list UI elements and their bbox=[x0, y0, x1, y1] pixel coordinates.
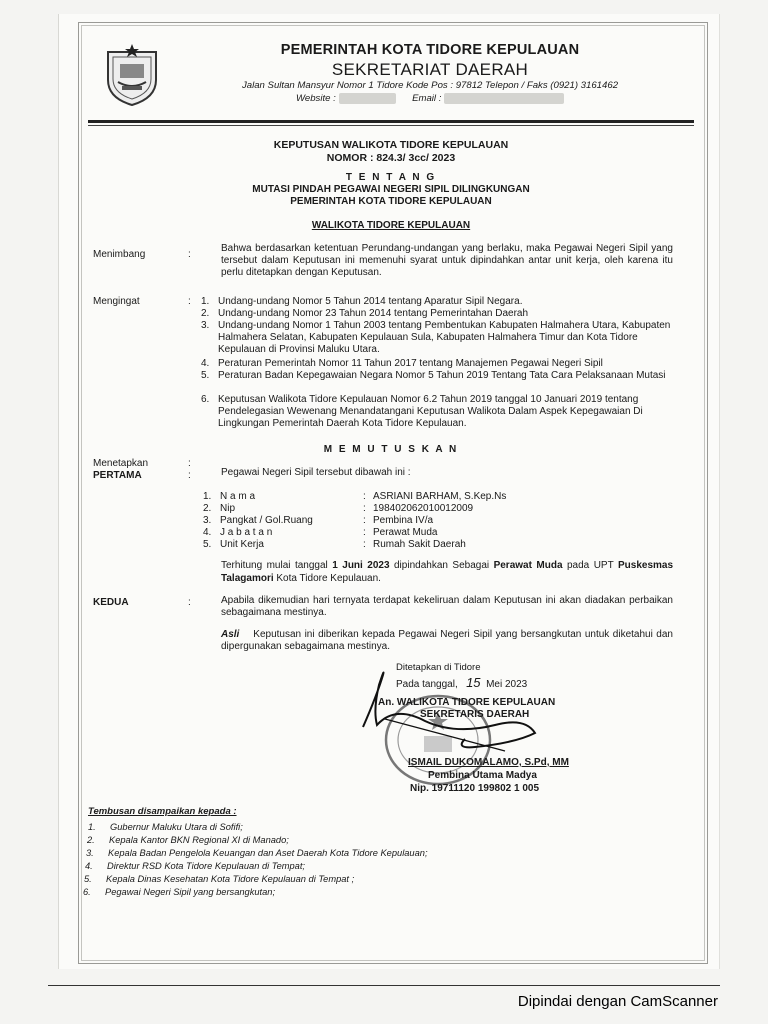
mengingat-no: 1. bbox=[201, 296, 210, 307]
tembusan-no: 3. bbox=[86, 848, 94, 858]
field-no: 1. bbox=[203, 491, 212, 502]
government-name: PEMERINTAH KOTA TIDORE KEPULAUAN bbox=[280, 42, 580, 58]
tembusan-text: Kepala Kantor BKN Regional XI di Manado; bbox=[109, 835, 289, 845]
field-key: Pangkat / Gol.Ruang bbox=[220, 515, 313, 526]
field-colon: : bbox=[363, 515, 366, 526]
tembusan-text: Pegawai Negeri Sipil yang bersangkutan; bbox=[105, 887, 276, 897]
field-key: N a m a bbox=[220, 491, 256, 502]
letterhead-rule-thin bbox=[88, 125, 694, 126]
subject-line-1: MUTASI PINDAH PEGAWAI NEGERI SIPIL DILINGKUNGAN bbox=[252, 184, 530, 195]
field-no: 4. bbox=[203, 527, 212, 538]
letterhead-contact bbox=[170, 93, 690, 104]
mengingat-item: Undang-undang Nomor 23 Tahun 2014 tentang Pemerintahan Daerah bbox=[218, 308, 529, 319]
tembusan-heading: Tembusan disampaikan kepada : bbox=[88, 806, 237, 817]
signature-date-rest: Mei 2023 bbox=[486, 679, 528, 690]
website-label: Website : bbox=[296, 93, 336, 104]
decree-title: KEPUTUSAN WALIKOTA TIDORE KEPULAUAN bbox=[273, 139, 509, 151]
field-value: 198402062010012009 bbox=[373, 503, 474, 514]
asli-label: Asli bbox=[221, 629, 240, 640]
field-value: Perawat Muda bbox=[373, 527, 438, 538]
effective-mid: dipindahkan Sebagai bbox=[394, 560, 490, 571]
menimbang-colon: : bbox=[188, 249, 191, 260]
tembusan-text: Kepala Dinas Kesehatan Kota Tidore Kepulauan di Tempat ; bbox=[106, 874, 355, 884]
pertama-colon: : bbox=[188, 470, 191, 481]
signature-date-day: 15 bbox=[466, 675, 481, 690]
signature-date bbox=[396, 675, 527, 690]
field-key: Unit Kerja bbox=[220, 539, 264, 550]
on-behalf-of: An. WALIKOTA TIDORE KEPULAUAN bbox=[378, 697, 556, 708]
signer-name: ISMAIL DUKOMALAMO, S.Pd, MM bbox=[408, 757, 569, 768]
mayor-heading: WALIKOTA TIDORE KEPULAUAN bbox=[311, 220, 471, 231]
mengingat-no: 4. bbox=[201, 358, 210, 369]
signer-rank: Pembina Utama Madya bbox=[428, 770, 537, 781]
pertama-label: PERTAMA bbox=[93, 470, 142, 481]
email-redacted bbox=[444, 93, 564, 104]
email-label: Email : bbox=[412, 93, 442, 104]
effective-statement bbox=[221, 559, 673, 585]
field-value: ASRIANI BARHAM, S.Kep.Ns bbox=[373, 491, 507, 502]
about-heading: T E N T A N G bbox=[345, 172, 437, 183]
tembusan-no: 2. bbox=[87, 835, 95, 845]
menimbang-text: Bahwa berdasarkan ketentuan Perundang-undangan yang berlaku, maka Pegawai Negeri Sipil yang tersebut dalam Keputusan ini memenuhi syarat untuk dipindahkan antar unit kerja, oleh karena itu perlu ditetapkan dengan Keputusan. bbox=[221, 243, 673, 278]
decree-number: NOMOR : 824.3/ 3cc/ 2023 bbox=[326, 152, 456, 164]
letterhead-address: Jalan Sultan Mansyur Nomor 1 Tidore Kode Pos : 97812 Telepon / Faks (0921) 3161462 bbox=[241, 80, 619, 91]
menetapkan-label: Menetapkan bbox=[93, 458, 149, 469]
field-value: Pembina IV/a bbox=[373, 515, 434, 526]
field-colon: : bbox=[363, 503, 366, 514]
menetapkan-colon: : bbox=[188, 458, 191, 469]
field-colon: : bbox=[363, 527, 366, 538]
field-key: Nip bbox=[220, 503, 236, 514]
field-key: J a b a t a n bbox=[220, 527, 273, 538]
website-redacted bbox=[339, 93, 397, 104]
signature-date-label: Pada tanggal, bbox=[396, 679, 458, 690]
mengingat-item: Keputusan Walikota Tidore Kepulauan Nomor 6.2 Tahun 2019 tanggal 10 Januari 2019 tentang Pendelegasian Wewenang Menandatangani Keputusan Walikota Dalam Aspek Kepegawaian Di Lingkungan Pemerintah Daerah Kota Tidore Kepulauan. bbox=[218, 394, 643, 429]
camscanner-watermark: Dipindai dengan CamScanner bbox=[517, 993, 718, 1010]
effective-date: 1 Juni 2023 bbox=[332, 560, 390, 571]
kedua-label: KEDUA bbox=[93, 597, 129, 608]
effective-mid2: pada UPT bbox=[566, 560, 614, 571]
mengingat-colon: : bbox=[188, 296, 191, 307]
mengingat-item: Undang-undang Nomor 5 Tahun 2014 tentang Aparatur Sipil Negara. bbox=[218, 296, 523, 307]
tembusan-no: 6. bbox=[83, 887, 91, 897]
kedua-text: Apabila dikemudian hari ternyata terdapat kekeliruan dalam Keputusan ini akan diadakan perbaikan sebagaimana mestinya. bbox=[221, 595, 673, 618]
mengingat-item: Peraturan Badan Kepegawaian Negara Nomor 5 Tahun 2019 Tentang Tata Cara Pelaksanaan Mutasi bbox=[218, 370, 666, 381]
effective-role: Perawat Muda bbox=[493, 560, 563, 571]
mengingat-no: 5. bbox=[201, 370, 210, 381]
mengingat-label: Mengingat bbox=[93, 296, 140, 307]
asli-text: Keputusan ini diberikan kepada Pegawai Negeri Sipil yang bersangkutan untuk diketahui dan dipergunakan sebagaimana mestinya. bbox=[221, 629, 673, 652]
mengingat-no: 6. bbox=[201, 394, 210, 405]
city-crest-icon bbox=[102, 42, 162, 108]
effective-pre: Terhitung mulai tanggal bbox=[221, 560, 328, 571]
signer-nip: Nip. 19711120 199802 1 005 bbox=[410, 783, 540, 794]
effective-post: Kota Tidore Kepulauan. bbox=[276, 573, 381, 584]
mengingat-no: 2. bbox=[201, 308, 210, 319]
field-no: 2. bbox=[203, 503, 212, 514]
tembusan-text: Kepala Badan Pengelola Keuangan dan Aset Daerah Kota Tidore Kepulauan; bbox=[108, 848, 428, 858]
bottom-rule bbox=[48, 985, 720, 986]
field-colon: : bbox=[363, 491, 366, 502]
decision-heading: M E M U T U S K A N bbox=[323, 444, 459, 455]
menimbang-label: Menimbang bbox=[93, 249, 146, 260]
pertama-intro: Pegawai Negeri Sipil tersebut dibawah ini : bbox=[221, 467, 411, 478]
tembusan-no: 5. bbox=[84, 874, 92, 884]
signature-place: Ditetapkan di Tidore bbox=[396, 662, 481, 673]
field-no: 5. bbox=[203, 539, 212, 550]
effective-place: Puskesmas Talagamori bbox=[221, 560, 674, 584]
subject-line-2: PEMERINTAH KOTA TIDORE KEPULAUAN bbox=[290, 196, 492, 207]
signer-office: SEKRETARIS DAERAH bbox=[420, 709, 530, 720]
kedua-colon: : bbox=[188, 597, 191, 608]
letterhead-rule-thick bbox=[88, 120, 694, 123]
secretariat-name: SEKRETARIAT DAERAH bbox=[331, 60, 529, 79]
asli-text-block bbox=[221, 629, 673, 653]
field-colon: : bbox=[363, 539, 366, 550]
field-value: Rumah Sakit Daerah bbox=[373, 539, 466, 550]
tembusan-text: Gubernur Maluku Utara di Sofifi; bbox=[110, 822, 243, 832]
tembusan-no: 4. bbox=[85, 861, 93, 871]
mengingat-no: 3. bbox=[201, 320, 210, 331]
mengingat-item: Undang-undang Nomor 1 Tahun 2003 tentang Pembentukan Kabupaten Halmahera Utara, Kabupaten Halmahera Selatan, Kabupaten Kepulauan Sula, Kabupaten Halmahera Timur dan Kota Tidore Kepulauan di Provinsi Maluku Utara. bbox=[218, 320, 671, 355]
tembusan-text: Direktur RSD Kota Tidore Kepulauan di Tempat; bbox=[107, 861, 306, 871]
mengingat-item: Peraturan Pemerintah Nomor 11 Tahun 2017 tentang Manajemen Pegawai Negeri Sipil bbox=[218, 358, 603, 369]
field-no: 3. bbox=[203, 515, 212, 526]
tembusan-no: 1. bbox=[88, 822, 96, 832]
